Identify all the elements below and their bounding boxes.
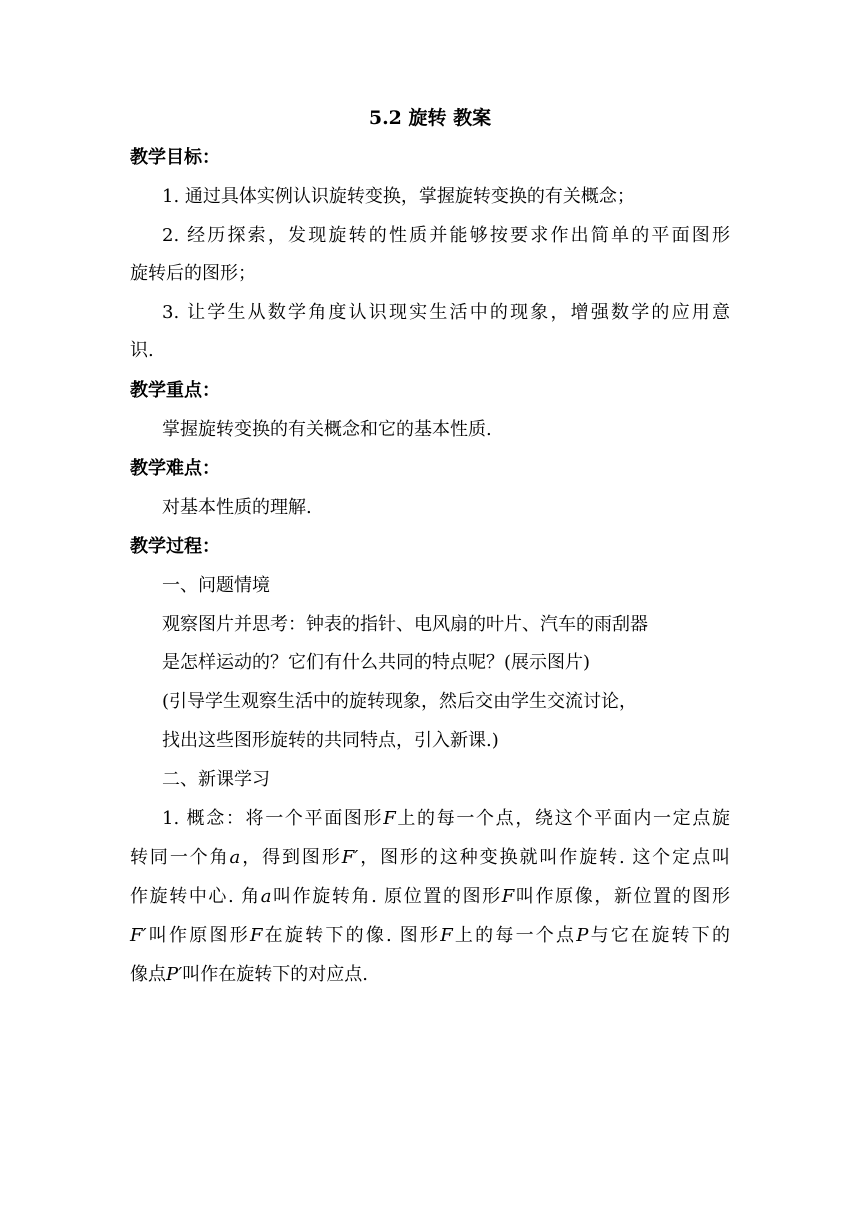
part1-line-2: 是怎样运动的？它们有什么共同的特点呢？(展示图片) xyxy=(162,652,591,673)
key-points-text: 掌握旋转变换的有关概念和它的基本性质. xyxy=(162,419,492,440)
objectives-heading: 教学目标： xyxy=(130,147,220,168)
difficulties-text: 对基本性质的理解. xyxy=(162,497,312,518)
part1-line-1: 观察图片并思考：钟表的指针、电风扇的叶片、汽车的雨刮器 xyxy=(162,614,648,635)
part2-title: 二、新课学习 xyxy=(162,769,270,790)
symbol-P-prime: P′ xyxy=(166,964,183,985)
symbol-P: P xyxy=(576,925,589,946)
objective-item-3: 3. 让学生从数学角度认识现实生活中的现象，增强数学的应用意 xyxy=(162,302,730,323)
objective-item-2-cont: 旋转后的图形； xyxy=(130,263,256,284)
objective-item-3-cont: 识. xyxy=(130,340,154,361)
concept-line-3: 作旋转中心. 角a叫作旋转角. 原位置的图形F叫作原像，新位置的图形 xyxy=(130,886,730,907)
symbol-a: a xyxy=(229,847,241,868)
symbol-F: F xyxy=(440,925,453,946)
symbol-F: F xyxy=(501,886,515,907)
difficulties-heading: 教学难点： xyxy=(130,458,220,479)
objective-item-1: 1. 通过具体实例认识旋转变换，掌握旋转变换的有关概念； xyxy=(162,186,635,207)
symbol-F-prime: F′ xyxy=(130,925,147,946)
symbol-a: a xyxy=(260,886,272,907)
part1-line-3: (引导学生观察生活中的旋转现象，然后交由学生交流讨论， xyxy=(162,691,638,712)
concept-line-2: 转同一个角a，得到图形F′，图形的这种变换就叫作旋转. 这个定点叫 xyxy=(130,847,731,868)
symbol-F: F xyxy=(249,925,263,946)
page-title: 5.2 旋转 教案 xyxy=(368,107,492,129)
key-points-heading: 教学重点： xyxy=(130,380,220,401)
concept-line-5: 像点P′叫作在旋转下的对应点. xyxy=(130,964,368,985)
symbol-F-prime: F′ xyxy=(341,847,359,868)
part1-line-4: 找出这些图形旋转的共同特点，引入新课.) xyxy=(162,730,499,751)
concept-line-4: F′叫作原图形F在旋转下的像. 图形F上的每一个点P与它在旋转下的 xyxy=(130,925,731,946)
concept-line-1: 1. 概念：将一个平面图形F上的每一个点，绕这个平面内一定点旋 xyxy=(162,808,730,829)
process-heading: 教学过程： xyxy=(130,536,220,557)
symbol-F: F xyxy=(383,808,396,829)
objective-item-2: 2. 经历探索，发现旋转的性质并能够按要求作出简单的平面图形 xyxy=(162,225,730,246)
part1-title: 一、问题情境 xyxy=(162,575,270,596)
